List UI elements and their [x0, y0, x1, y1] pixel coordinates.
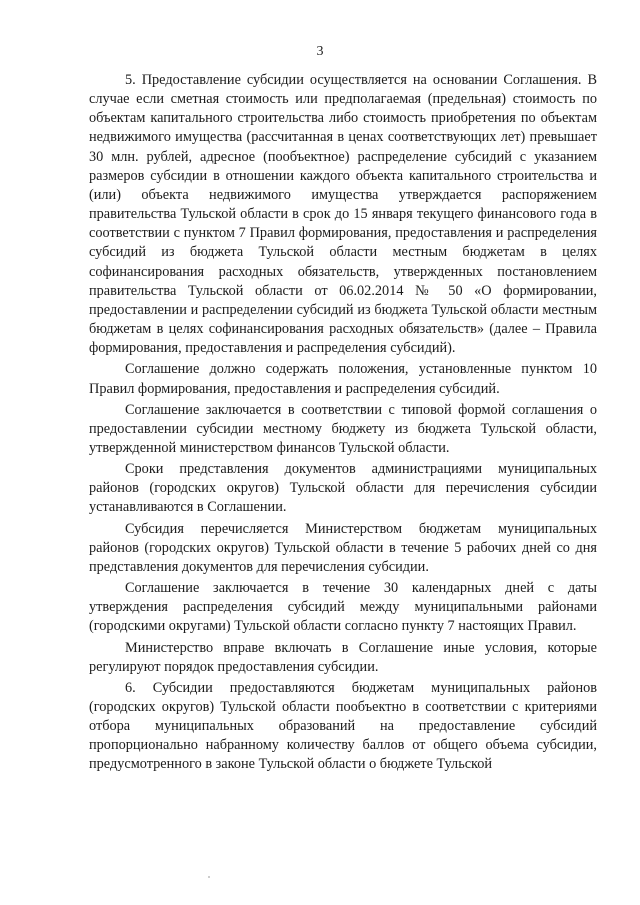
paragraph-agreement-term: Соглашение заключается в течение 30 календарных дней с даты утверждения распределения субсидий между муниципальными районами (городскими округами) Тульской области согласно пункту 7 настоящих Правил.	[89, 580, 597, 635]
page-number: 3	[316, 44, 324, 59]
paragraph-agreement-typical-form: Соглашение заключается в соответствии с типовой формой соглашения о предоставлении субсидии местному бюджету из бюджета Тульской области, утвержденной министерством финансов Тульской области.	[89, 401, 597, 456]
scan-artifact-dot	[208, 876, 210, 878]
paragraph-agreement-content: Соглашение должно содержать положения, установленные пунктом 10 Правил формирования, предоставления и распределения субсидий.	[89, 361, 597, 397]
paragraph-document-deadlines: Сроки представления документов администрациями муниципальных районов (городских округов) Тульской области для перечисления субсидии устанавливаются в Соглашении.	[89, 461, 597, 516]
paragraph-other-conditions: Министерство вправе включать в Соглашение иные условия, которые регулируют порядок предоставления субсидии.	[89, 639, 597, 675]
paragraph-subsidy-transfer: Субсидия перечисляется Министерством бюджетам муниципальных районов (городских округов) Тульской области в течение 5 рабочих дней со дня представления документов для перечисления субсидии.	[89, 520, 597, 575]
paragraph-6-subsidy-criteria: 6. Субсидии предоставляются бюджетам муниципальных районов (городских округов) Тульской области пообъектно в соответствии с критериями отбора муниципальных образований на предоставление субсидий пропорционально набранному количеству баллов от общего объема субсидии, предусмотренного в законе Тульской области о бюджете Тульской	[89, 679, 597, 773]
document-body	[89, 71, 597, 775]
paragraph-5-subsidy-agreement: 5. Предоставление субсидии осуществляется на основании Соглашения. В случае если сметная стоимость или предполагаемая (предельная) стоимость по объектам капитального строительства либо стоимость приобретения по объектам недвижимого имущества (рассчитанная в ценах соответствующих лет) превышает 30 млн. рублей, адресное (пообъектное) распределение субсидий с указанием размеров субсидии в отношении каждого объекта капитального строительства и (или) объекта недвижимого имущества утверждается распоряжением правительства Тульской области в срок до 15 января текущего финансового года в соответствии с пунктом 7 Правил формирования, предоставления и распределения субсидий из бюджета Тульской области местным бюджетам в целях софинансирования расходных обязательств, утвержденных постановлением правительства Тульской области от 06.02.2014 № 50 «О формировании, предоставлении и распределении субсидий из бюджета Тульской области местным бюджетам в целях софинансирования расходных обязательств» (далее – Правила формирования, предоставления и распределения субсидий).	[89, 72, 597, 357]
